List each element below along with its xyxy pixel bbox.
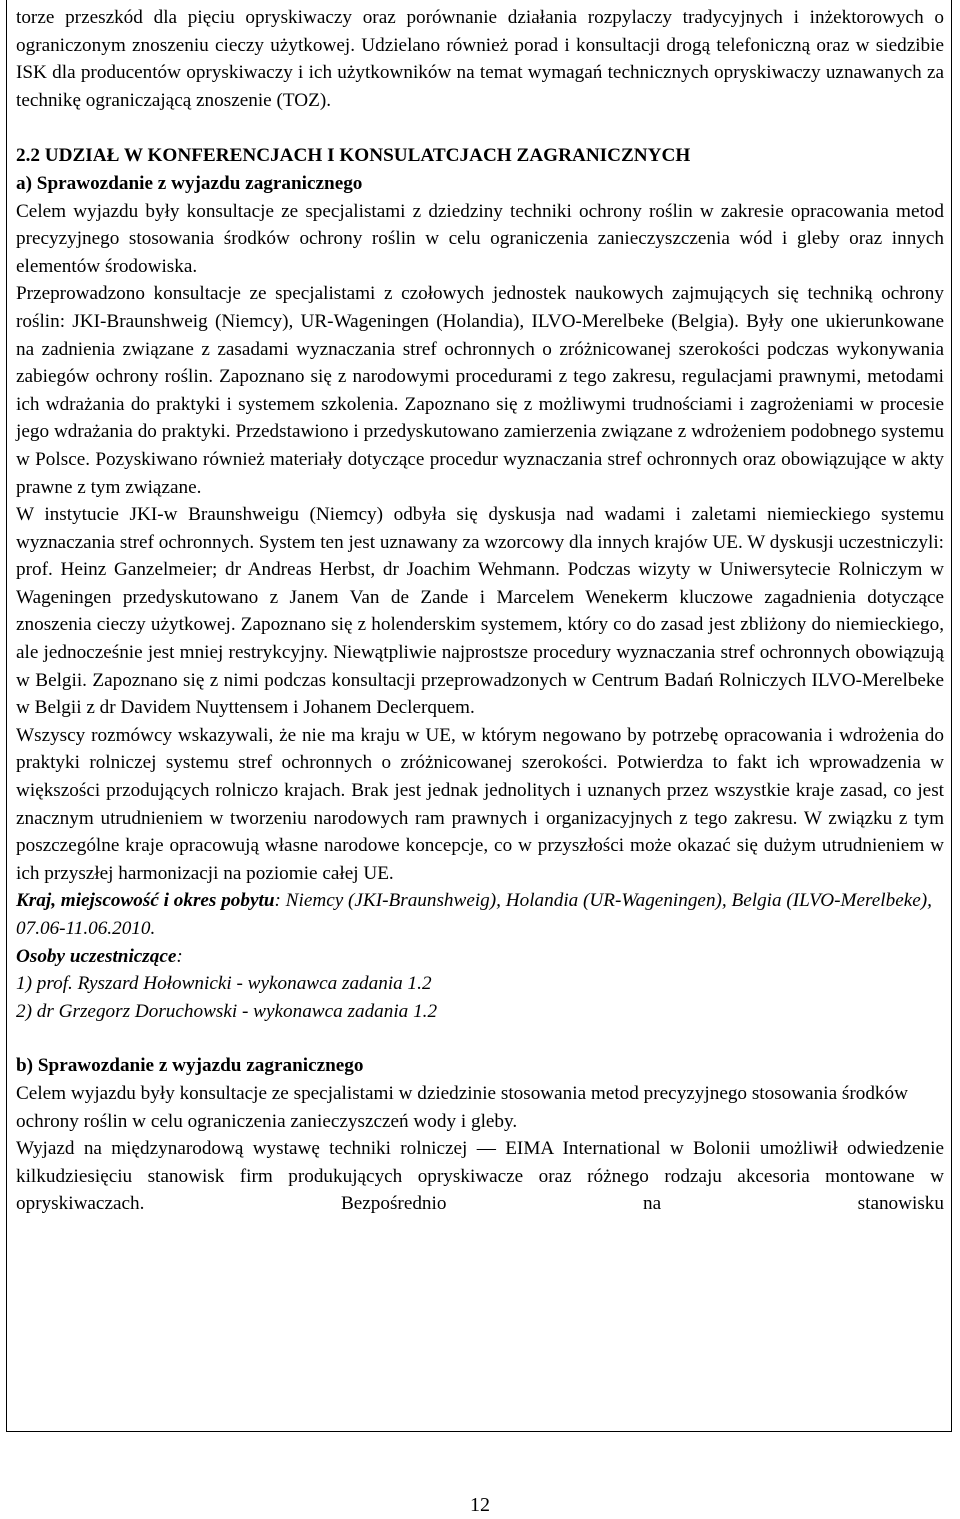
- report-a-heading: a) Sprawozdanie z wyjazdu zagranicznego: [16, 172, 363, 194]
- section-spacer: [16, 114, 944, 142]
- report-a-paragraph: W instytucie JKI-w Braunshweigu (Niemcy) odbyła się dyskusja nad wadami i zaletami niemieckiego systemu wyznaczania stref ochronnych. System ten jest uznawany za wzorcowy dla innych krajów UE. W dyskusji uczestniczyli: prof. Heinz Ganzelmeier; dr Andreas Herbst, dr Joachim Wehmann. Podczas wizyty w Uniwersytecie Rolniczym w Wageningen przedyskutowano z Janem Van de Zande i Marcelem Wenekerm kluczowe zagadnienia dotyczące znoszenia cieczy użytkowej. Zapoznano się z holenderskim systemem, który co do zasad jest zbliżony do niemieckiego, ale jednocześnie jest mniej restrykcyjny. Niewątpliwie najprostsze procedury wyznaczania stref ochronnych obowiązują w Belgii. Zapoznano się z nimi podczas konsultacji przeprowadzonych w Centrum Badań Rolniczych ILVO-Merelbeke w Belgii z dr Davidem Nuyttensem i Johanem Declerquem.: [16, 504, 944, 719]
- participant-prefix: 2) dr: [16, 1000, 59, 1022]
- report-a-paragraph: Wszyscy rozmówcy wskazywali, że nie ma kraju w UE, w którym negowano by potrzebę opracowania i wdrożenia do praktyki rolniczej systemu stref ochronnych o zróżnicowanej szerokości. Potwierdza to fakt ich wprowadzenia w większości przodujących rolniczo krajach. Brak jest jednak jednolitych i uznanych przez wszystkie kraje zasad, co jest znacznym utrudnieniem w tworzeniu narodowych ram prawnych i organizacyjnych z tego zakresu. W związku z tym poszczególne kraje opracowują własne narodowe koncepcje, co w przyszłości może okazać się dużym utrudnieniem w ich przyszłej harmonizacji na poziomie całej UE.: [16, 724, 944, 884]
- participant-item: [16, 970, 944, 998]
- participant-name: Grzegorz Doruchowski: [58, 1000, 238, 1022]
- participant-role: - wykonawca zadania 1.2: [237, 1000, 438, 1022]
- participant-prefix: 1) prof.: [16, 973, 78, 995]
- participants-colon: :: [176, 945, 183, 967]
- section-spacer: [16, 1025, 944, 1052]
- report-b-paragraph: Celem wyjazdu były konsultacje ze specjalistami w dziedzinie stosowania metod precyzyjnego stosowania środków ochrony roślin w celu ograniczenia zanieczyszczeń wody i gleby.: [16, 1082, 908, 1132]
- participant-role: - wykonawca zadania 1.2: [231, 973, 432, 995]
- trip-value: : Niemcy (JKI-Braunshweig), Holandia (UR-Wageningen), Belgia (ILVO-Merelbeke), 07.06-11.06.2010.: [16, 890, 932, 939]
- page-number: 12: [470, 1494, 490, 1516]
- intro-paragraph: torze przeszkód dla pięciu opryskiwaczy oraz porównanie działania rozpylaczy tradycyjnych i inżektorowych o ograniczonym znoszeniu cieczy użytkowej. Udzielano również porad i konsultacji drogą telefoniczną oraz w siedzibie ISK dla producentów opryskiwaczy i ich użytkowników na temat wymagań technicznych opryskiwaczy uznawanych za technikę ograniczającą znoszenie (TOZ).: [16, 7, 944, 111]
- section-heading: 2.2 UDZIAŁ W KONFERENCJACH I KONSULATCJACH ZAGRANICZNYCH: [16, 145, 691, 167]
- participant-name: Ryszard Hołownicki: [77, 973, 232, 995]
- report-a-paragraph: Przeprowadzono konsultacje ze specjalistami z czołowych jednostek naukowych zajmujących się techniką ochrony roślin: JKI-Braunshweig (Niemcy), UR-Wageningen (Holandia), ILVO-Merelbeke (Belgia). Były one ukierunkowane na zadnienia związane z zasadami wyznaczania stref ochronnych o zróżnicowanej szerokości podczas wykonywania zabiegów ochrony roślin. Zapoznano się z narodowymi procedurami z tego zakresu, regulacjami prawnymi, metodami ich wdrażania do praktyki i systemem szkolenia. Zapoznano się z możliwymi trudnościami i zagrożeniami w procesie jego wdrażania do praktyki. Przedstawiono i przedyskutowano zamierzenia związane z wdrożeniem podobnego systemu w Polsce. Pozyskiwano również materiały dotyczące procedur wyznaczania stref ochronnych oraz obowiązujące w akty prawne z tym związane.: [16, 283, 944, 498]
- report-b-heading: b) Sprawozdanie z wyjazdu zagranicznego: [16, 1055, 364, 1077]
- trip-details: [16, 887, 944, 942]
- report-a-paragraph: Celem wyjazdu były konsultacje ze specjalistami z dziedziny techniki ochrony roślin w zakresie opracowania metod precyzyjnego stosowania środków ochrony roślin w celu ograniczenia zanieczyszczenia wód i gleby oraz innych elementów środowiska.: [16, 200, 944, 277]
- participants-label: Osoby uczestniczące: [16, 945, 177, 967]
- document-body: [16, 4, 944, 1218]
- trip-label: Kraj, miejscowość i okres pobytu: [16, 890, 275, 912]
- participant-item: [16, 998, 944, 1026]
- report-b-paragraph: Wyjazd na międzynarodową wystawę techniki rolniczej — EIMA International w Bolonii umożliwił odwiedzenie kilkudziesięciu stanowisk firm produkujących opryskiwacze oraz różnego rodzaju akcesoria montowane w opryskiwaczach. Bezpośrednio na stanowisku: [16, 1138, 944, 1215]
- participants-heading: [16, 943, 944, 971]
